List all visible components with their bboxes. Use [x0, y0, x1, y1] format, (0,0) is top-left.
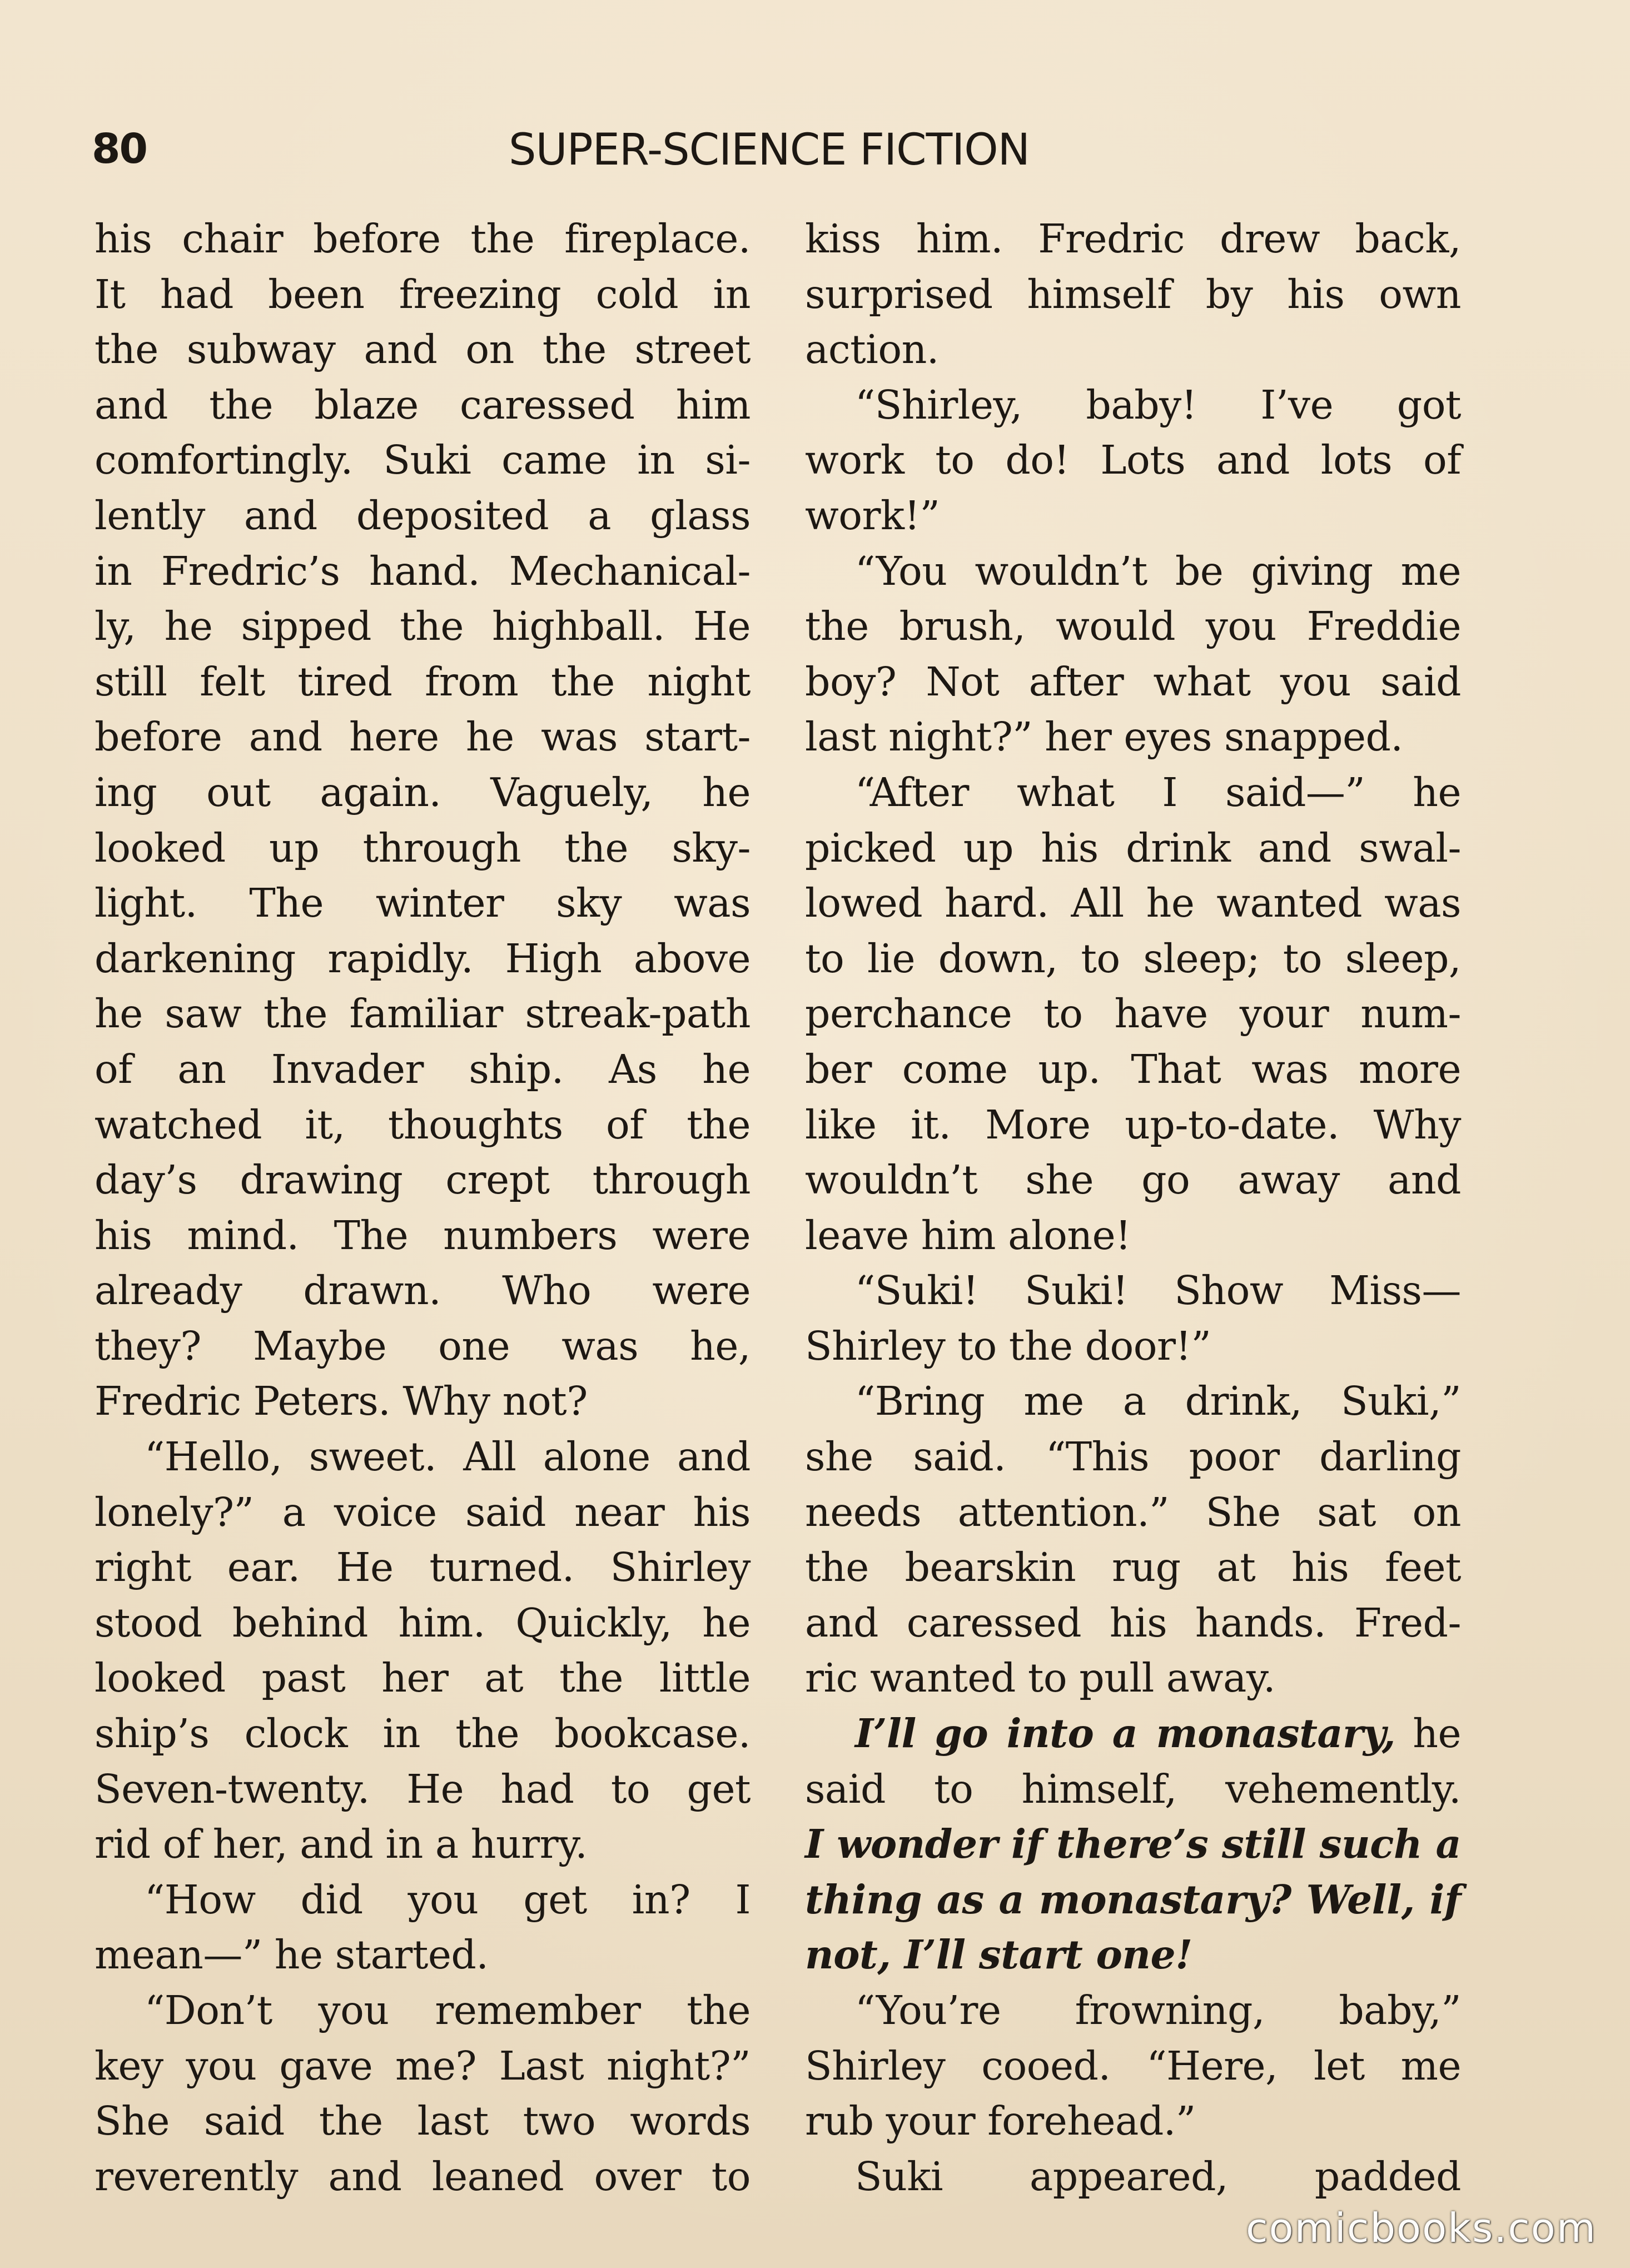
- text-line: [95, 1208, 751, 1264]
- line-text: I’ll go into a monastary,: [855, 1710, 1396, 1757]
- line-text: looked past her at the little: [95, 1655, 751, 1702]
- line-text: ship’s clock in the bookcase.: [95, 1710, 751, 1757]
- text-line: [805, 1152, 1461, 1208]
- line-text: She said the last two words: [95, 2098, 751, 2145]
- line-text-suffix: he: [1395, 1710, 1461, 1757]
- line-text: surprised himself by his own: [805, 271, 1461, 317]
- line-text: not, I’ll start one!: [805, 1931, 1192, 1978]
- text-line: [95, 1817, 751, 1872]
- line-text: of an Invader ship. As he: [95, 1046, 751, 1092]
- line-text: work!”: [805, 492, 940, 539]
- text-line: [805, 1208, 1461, 1264]
- text-line: [805, 1263, 1461, 1319]
- line-text: work to do! Lots and lots of: [805, 437, 1461, 484]
- text-line: [805, 1927, 1461, 1983]
- text-line: [805, 1319, 1461, 1374]
- line-text: Suki appeared, padded: [855, 2153, 1461, 2200]
- line-text: “Suki! Suki! Show Miss—: [855, 1267, 1461, 1314]
- text-line: [95, 986, 751, 1042]
- text-line: [805, 1595, 1461, 1651]
- line-text: looked up through the sky-: [95, 824, 751, 871]
- text-line: [805, 986, 1461, 1042]
- text-line: [95, 1429, 751, 1485]
- text-line: [95, 1927, 751, 1983]
- line-text: his mind. The numbers were: [95, 1212, 751, 1259]
- text-line: [805, 1762, 1461, 1817]
- text-line: [805, 322, 1461, 377]
- text-line: [805, 654, 1461, 710]
- line-text: “Hello, sweet. All alone and: [145, 1434, 751, 1480]
- line-text: lently and deposited a glass: [95, 492, 751, 539]
- line-text: Fredric Peters. Why not?: [95, 1378, 588, 1425]
- text-line: [805, 1097, 1461, 1153]
- line-text: light. The winter sky was: [95, 880, 751, 927]
- text-line: [95, 2038, 751, 2094]
- text-line: [805, 432, 1461, 488]
- line-text: like it. More up-to-date. Why: [805, 1101, 1461, 1148]
- text-line: [95, 876, 751, 931]
- line-text: picked up his drink and swal-: [805, 824, 1461, 871]
- line-text: “Bring me a drink, Suki,”: [855, 1378, 1461, 1425]
- line-text: day’s drawing crept through: [95, 1157, 751, 1203]
- text-line: [95, 599, 751, 654]
- text-line: [95, 211, 751, 267]
- line-text: key you gave me? Last night?”: [95, 2042, 751, 2089]
- line-text: in Fredric’s hand. Mechanical-: [95, 548, 751, 594]
- text-line: [805, 1485, 1461, 1540]
- line-text: action.: [805, 326, 939, 373]
- text-line: [805, 931, 1461, 987]
- text-line: [95, 1374, 751, 1429]
- text-line: [95, 1983, 751, 2038]
- text-line: [95, 654, 751, 710]
- line-text: the bearskin rug at his feet: [805, 1544, 1461, 1591]
- line-text: still felt tired from the night: [95, 658, 751, 705]
- text-line: [805, 1706, 1461, 1762]
- text-line: [95, 322, 751, 377]
- line-text: I wonder if there’s still such a: [805, 1821, 1461, 1868]
- text-line: [95, 765, 751, 820]
- text-line: [95, 1319, 751, 1374]
- line-text: “You wouldn’t be giving me: [855, 548, 1461, 594]
- line-text: rid of her, and in a hurry.: [95, 1821, 588, 1868]
- watermark: comicbooks.com: [1245, 2205, 1597, 2251]
- line-text: the brush, would you Freddie: [805, 603, 1461, 650]
- line-text: Shirley cooed. “Here, let me: [805, 2042, 1461, 2089]
- line-text: Shirley to the door!”: [805, 1322, 1211, 1369]
- text-line: [95, 1485, 751, 1540]
- text-line: [805, 2038, 1461, 2094]
- text-line: [805, 1983, 1461, 2038]
- line-text: lowed hard. All he wanted was: [805, 880, 1461, 927]
- text-line: [95, 488, 751, 544]
- line-text: ber come up. That was more: [805, 1046, 1461, 1092]
- text-line: [805, 876, 1461, 931]
- text-line: [95, 377, 751, 433]
- line-text: to lie down, to sleep; to sleep,: [805, 935, 1461, 982]
- text-line: [95, 2093, 751, 2149]
- text-line: [95, 931, 751, 987]
- line-text: before and here he was start-: [95, 714, 751, 760]
- text-line: [805, 1429, 1461, 1485]
- text-line: [95, 820, 751, 876]
- line-text: mean—” he started.: [95, 1932, 489, 1978]
- text-line: [805, 2093, 1461, 2149]
- text-line: [805, 820, 1461, 876]
- line-text: “How did you get in? I: [145, 1876, 751, 1923]
- text-line: [805, 1540, 1461, 1595]
- text-line: [95, 1762, 751, 1817]
- text-line: [95, 544, 751, 599]
- text-line: [805, 488, 1461, 544]
- line-text: comfortingly. Suki came in si-: [95, 437, 751, 484]
- line-text: Seven-twenty. He had to get: [95, 1765, 751, 1812]
- text-line: [805, 1042, 1461, 1097]
- line-text: boy? Not after what you said: [805, 658, 1461, 705]
- line-text: ric wanted to pull away.: [805, 1655, 1276, 1702]
- text-column-left: [95, 211, 751, 2204]
- line-text: he saw the familiar streak-path: [95, 991, 751, 1037]
- text-line: [805, 1817, 1461, 1872]
- text-line: [95, 1263, 751, 1319]
- text-line: [805, 377, 1461, 433]
- line-text: the subway and on the street: [95, 326, 751, 373]
- text-line: [805, 765, 1461, 820]
- line-text: his chair before the fireplace.: [95, 216, 751, 262]
- text-line: [805, 1872, 1461, 1928]
- text-line: [805, 211, 1461, 267]
- line-text: It had been freezing cold in: [95, 271, 751, 317]
- text-line: [95, 1706, 751, 1762]
- text-line: [805, 267, 1461, 322]
- text-line: [95, 1097, 751, 1153]
- line-text: kiss him. Fredric drew back,: [805, 216, 1461, 262]
- text-line: [95, 1872, 751, 1928]
- line-text: reverently and leaned over to: [95, 2153, 751, 2200]
- line-text: watched it, thoughts of the: [95, 1101, 751, 1148]
- line-text: “After what I said—” he: [855, 769, 1461, 815]
- text-line: [95, 1152, 751, 1208]
- page-number: 80: [92, 125, 147, 173]
- text-line: [95, 432, 751, 488]
- text-line: [805, 544, 1461, 599]
- line-text: ly, he sipped the highball. He: [95, 603, 751, 650]
- text-line: [805, 2149, 1461, 2205]
- line-text: needs attention.” She sat on: [805, 1489, 1461, 1535]
- line-text: last night?” her eyes snapped.: [805, 714, 1403, 760]
- line-text: right ear. He turned. Shirley: [95, 1544, 751, 1591]
- text-line: [805, 1374, 1461, 1429]
- line-text: “Don’t you remember the: [145, 1987, 751, 2033]
- text-line: [805, 599, 1461, 654]
- text-line: [95, 267, 751, 322]
- line-text: thing as a monastary? Well, if: [805, 1876, 1461, 1923]
- line-text: darkening rapidly. High above: [95, 935, 751, 982]
- line-text: already drawn. Who were: [95, 1267, 751, 1314]
- text-line: [95, 2149, 751, 2205]
- line-text: said to himself, vehemently.: [805, 1765, 1461, 1812]
- line-text: lonely?” a voice said near his: [95, 1489, 751, 1535]
- text-line: [95, 1540, 751, 1595]
- line-text: she said. “This poor darling: [805, 1434, 1461, 1480]
- line-text: and the blaze caressed him: [95, 381, 751, 428]
- line-text: “You’re frowning, baby,”: [855, 1987, 1461, 2033]
- line-text: rub your forehead.”: [805, 2098, 1196, 2145]
- text-column-right: [805, 211, 1461, 2204]
- text-line: [805, 1650, 1461, 1706]
- text-line: [95, 1650, 751, 1706]
- page-header: [92, 125, 1515, 186]
- running-title: SUPER-SCIENCE FICTION: [509, 125, 1030, 175]
- line-text: they? Maybe one was he,: [95, 1322, 751, 1369]
- line-text: wouldn’t she go away and: [805, 1157, 1461, 1203]
- text-line: [95, 1595, 751, 1651]
- line-text: leave him alone!: [805, 1212, 1131, 1259]
- text-line: [95, 709, 751, 765]
- line-text: stood behind him. Quickly, he: [95, 1599, 751, 1646]
- text-line: [805, 709, 1461, 765]
- line-text: perchance to have your num-: [805, 991, 1461, 1037]
- line-text: “Shirley, baby! I’ve got: [855, 381, 1461, 428]
- text-line: [95, 1042, 751, 1097]
- line-text: ing out again. Vaguely, he: [95, 769, 751, 815]
- line-text: and caressed his hands. Fred-: [805, 1599, 1461, 1646]
